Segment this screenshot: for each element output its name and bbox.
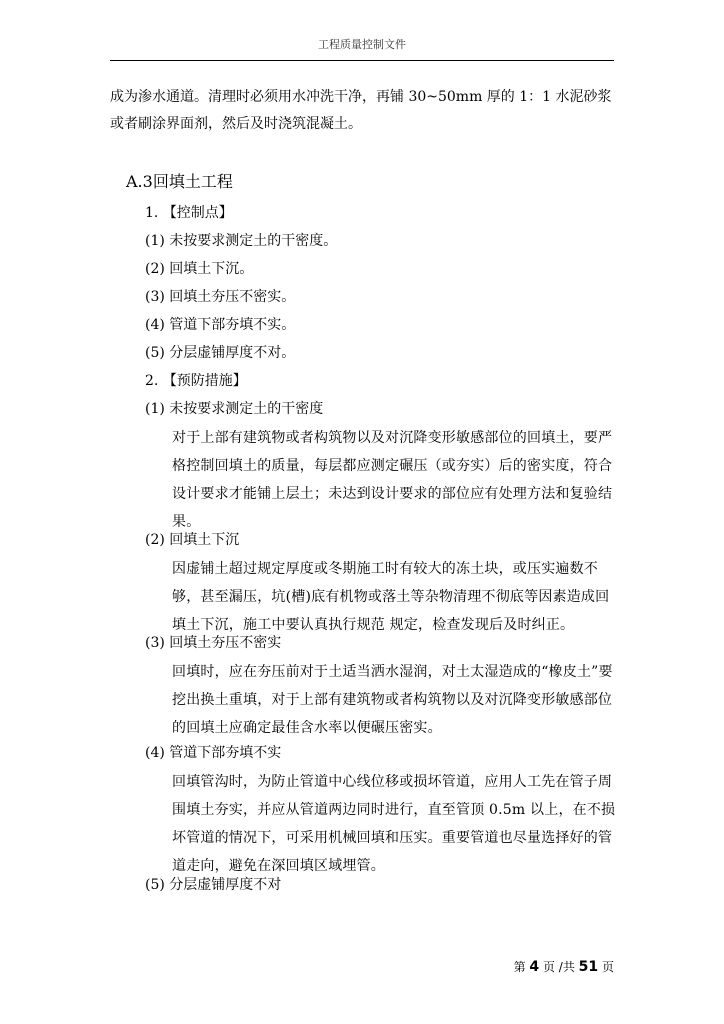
measure-1-title: (1) 未按要求测定土的干密度 — [145, 401, 324, 417]
footer-prefix: 第 — [513, 960, 526, 974]
footer-page-number: 4 — [529, 959, 540, 975]
measure-4-text: 回填管沟时，为防止管道中心线位移或损坏管道，应用人工先在管子周围填土夯实，并应从管道两边同时进行，直至管顶 0.5m 以上，在不损坏管道的情况下，可采用机械回填和压实。重要管道也尽量选择好的管道走向，避免在深回填区域埋管。 — [172, 774, 616, 874]
control-point-2: (2) 回填土下沉。 — [145, 261, 254, 277]
measure-5-title: (5) 分层虚铺厚度不对 — [145, 877, 282, 893]
footer-suffix: 页 — [601, 960, 614, 974]
measure-2-text: 因虚铺土超过规定厚度或冬期施工时有较大的冻土块，或压实遍数不够，甚至漏压，坑(槽)底有机物或落土等杂物清理不彻底等因素造成回填土下沉，施工中要认真执行规范 规定，检查发现后及时纠正。 — [172, 561, 610, 633]
page-footer — [514, 958, 614, 975]
prevention-heading: 2. 【预防措施】 — [145, 373, 247, 389]
header-title: 工程质量控制文件 — [318, 38, 406, 51]
measure-3-title: (3) 回填土夯压不密实 — [145, 635, 282, 651]
control-point-5: (5) 分层虚铺厚度不对。 — [145, 345, 296, 361]
measure-1-text: 对于上部有建筑物或者构筑物以及对沉降变形敏感部位的回填土，要严格控制回填土的质量，每层都应测定碾压（或夯实）后的密实度，符合设计要求才能铺上层土；未达到设计要求的部位应有处理方法和复验结果。 — [172, 430, 613, 530]
control-points-heading: 1. 【控制点】 — [145, 205, 233, 221]
section-title: A.3回填土工程 — [126, 172, 233, 191]
header-divider — [110, 60, 614, 61]
control-point-4: (4) 管道下部夯填不实。 — [145, 317, 296, 333]
measure-3-text: 回填时，应在夯压前对于土适当洒水湿润，对土太湿造成的“橡皮土”要挖出换土重填，对于上部有建筑物或者构筑物以及对沉降变形敏感部位的回填土应确定最佳含水率以便碾压密实。 — [172, 664, 613, 736]
footer-total-pages: 51 — [578, 959, 599, 975]
measure-4-title: (4) 管道下部夯填不实 — [145, 745, 282, 761]
intro-paragraph: 成为渗水通道。清理时必须用水冲洗干净，再铺 30~50mm 厚的 1：1 水泥砂浆或者刷涂界面剂，然后及时浇筑混凝土。 — [110, 89, 612, 132]
control-point-3: (3) 回填土夯压不密实。 — [145, 289, 296, 305]
measure-2-title: (2) 回填土下沉 — [145, 532, 240, 548]
control-point-1: (1) 未按要求测定土的干密度。 — [145, 233, 338, 249]
footer-mid: 页 /共 — [542, 960, 575, 974]
